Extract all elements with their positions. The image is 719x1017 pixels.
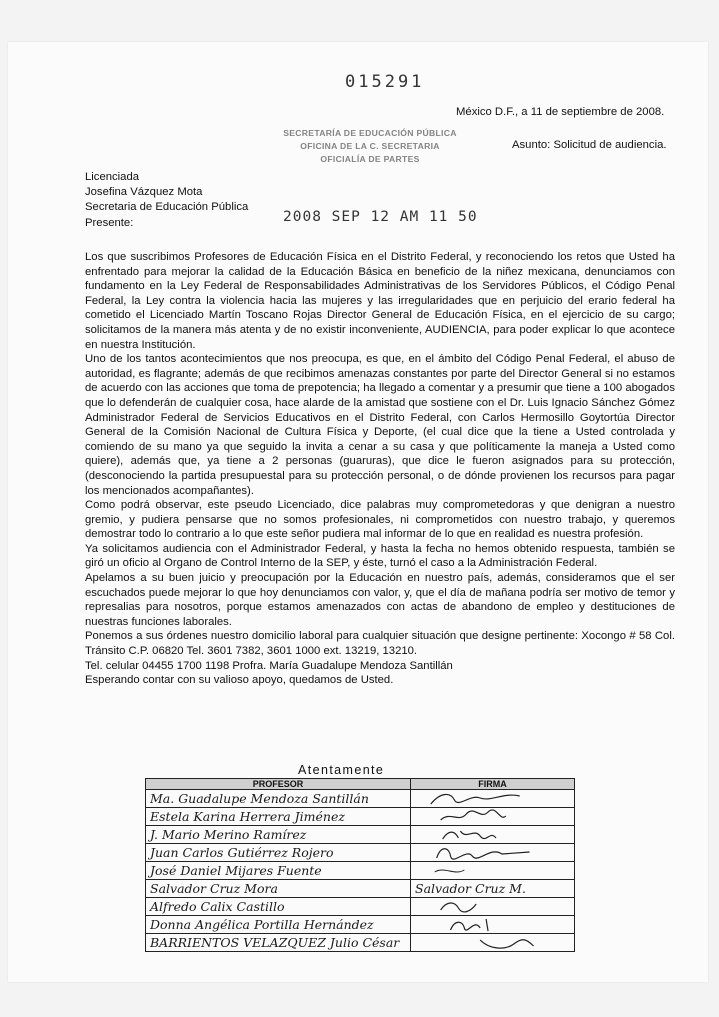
table-row: [146, 862, 575, 880]
signatory-name: José Daniel Mijares Fuente: [146, 862, 411, 880]
paragraph: Esperando contar con su valioso apoyo, quedamos de Usted.: [85, 674, 394, 687]
table-row: [146, 880, 575, 898]
signatory-name: BARRIENTOS VELAZQUEZ Julio César: [146, 934, 411, 952]
signatory-name: Alfredo Calix Castillo: [146, 898, 411, 916]
signature-scribble-icon: [411, 898, 574, 915]
signature-text: Salvador Cruz M.: [411, 880, 575, 898]
header-firma: FIRMA: [411, 779, 575, 790]
signature-scribble-icon: [411, 862, 574, 879]
folio-number: 015291: [345, 72, 425, 92]
table-row: [146, 934, 575, 952]
table-row: [146, 898, 575, 916]
signatory-name: Donna Angélica Portilla Hernández: [146, 916, 411, 934]
signature: [411, 808, 575, 826]
recipient-line: Presente:: [85, 216, 134, 229]
signature: [411, 790, 575, 808]
signatory-name: Juan Carlos Gutiérrez Rojero: [146, 844, 411, 862]
signature: [411, 826, 575, 844]
signature-scribble-icon: [411, 826, 574, 843]
received-timestamp: 2008 SEP 12 AM 11 50: [283, 209, 478, 225]
paragraph: Tel. celular 04455 1700 1198 Profra. María Guadalupe Mendoza Santillán: [85, 659, 453, 672]
header-profesor: PROFESOR: [146, 779, 411, 790]
date-line: México D.F., a 11 de septiembre de 2008.: [456, 106, 665, 118]
signature: [411, 844, 575, 862]
stamp-line: OFICIALÍA DE PARTES: [320, 154, 420, 164]
signature: [411, 898, 575, 916]
signature-scribble-icon: [411, 844, 574, 861]
signatory-name: Salvador Cruz Mora: [146, 880, 411, 898]
stamp-line: OFICINA DE LA C. SECRETARIA: [300, 141, 440, 151]
signatory-name: Estela Karina Herrera Jiménez: [146, 808, 411, 826]
signature: [411, 934, 575, 952]
signature-scribble-icon: [411, 934, 574, 951]
recipient-line: Secretaria de Educación Pública: [85, 201, 249, 214]
recipient-line: Licenciada: [85, 171, 140, 183]
table-row: [146, 790, 575, 808]
paragraph: Apelamos a su buen juicio y preocupación por la Educación en nuestro país, además, consideramos que el ser escuchados puede mejorar lo que hoy denunciamos con valor, y, que el día de mañana podría ser motivo de temor y represalias para nosotros, porque estamos amenazados con actas de abandono de empleo y destituciones de nuestras funciones laborales.: [85, 572, 675, 628]
recipient-block: [85, 170, 248, 231]
table-row: [146, 916, 575, 934]
signature-scribble-icon: [411, 916, 574, 933]
stamp-line: SECRETARÍA DE EDUCACIÓN PÚBLICA: [283, 128, 457, 138]
paragraph: Uno de los tantos acontecimientos que nos preocupa, es que, en el ámbito del Código Penal Federal, el abuso de autoridad, es flagrante; además de que recibimos amenazas constantes por parte del Director General si no estamos de acuerdo con las acciones que toma de prepotencia; ha llegado a comentar y a presumir que tiene a 100 abogados que lo defenderán de cualquier cosa, hace alarde de la amistad que sostiene con el Dr. Luis Ignacio Sánchez Gómez Administrador Federal de Servicios Educativos en el Distrito Federal, con Carlos Hermosillo Goytortúa Director General de la Comisión Nacional de Cultura Física y Deporte, (el cual dice que la tiene a Usted controlada y comiendo de su mano ya que seguido la invita a cenar a su casa y que políticamente la maneja a Usted como quiere), además que, ya tiene a 2 personas (guaruras), que dice le fueron asignados para su protección, (desconociendo la partida presupuestal para su protección personal, o de dónde provienen los recursos para pagar los mencionados acompañantes).: [85, 353, 675, 497]
reception-stamp: [270, 127, 470, 166]
paragraph: Como podrá observar, este pseudo Licenciado, dice palabras muy comprometedoras y que denigran a nuestro gremio, y pudiera pensarse que no somos profesionales, ni comprometidos con nuestro trabajo, y queremos demostrar todo lo contrario a lo que este señor pudiera mal informar de lo que en realidad es nuestra profesión.: [85, 499, 675, 541]
paragraph: Los que suscribimos Profesores de Educación Física en el Distrito Federal, y reconociendo los retos que Usted ha enfrentado para mejorar la calidad de la Educación Básica en beneficio de la niñez mexicana, denunciamos con fundamento en la Ley Federal de Responsabilidades Administrativas de los Servidores Públicos, el Código Penal Federal, la Ley contra la violencia hacia las mujeres y las irregularidades que en perjuicio del erario federal ha cometido el Licenciado Martín Toscano Rojas Director General de Educación Física, en el ejercicio de su cargo; solicitamos de la manera más atenta y de no existir inconveniente, AUDIENCIA, para poder explicar lo que acontece en nuestra Institución.: [85, 251, 675, 351]
paragraph: Ponemos a sus órdenes nuestro domicilio laboral para cualquier situación que designe pertinente: Xocongo # 58 Col. Tránsito C.P. 06820 Tel. 3601 7382, 3601 1000 ext. 13219, 13210.: [85, 630, 675, 658]
signature-scribble-icon: [411, 790, 574, 807]
recipient-line: Josefina Vázquez Mota: [85, 186, 203, 199]
letter-body: [85, 250, 675, 688]
paragraph: Ya solicitamos audiencia con el Administrador Federal, y hasta la fecha no hemos obtenido respuesta, también se giró un oficio al Organo de Control Interno de la SEP, y éste, turnó el caso a la Administración Federal.: [85, 542, 675, 570]
signature: [411, 862, 575, 880]
table-row: [146, 808, 575, 826]
table-row: [146, 826, 575, 844]
subject-line: Asunto: Solicitud de audiencia.: [512, 139, 667, 151]
signature-table: [145, 778, 575, 952]
signature: [411, 916, 575, 934]
signature-scribble-icon: [411, 808, 574, 825]
closing-title: Atentamente: [298, 763, 385, 777]
signatory-name: J. Mario Merino Ramírez: [146, 826, 411, 844]
table-row: [146, 844, 575, 862]
signatory-name: Ma. Guadalupe Mendoza Santillán: [146, 790, 411, 808]
